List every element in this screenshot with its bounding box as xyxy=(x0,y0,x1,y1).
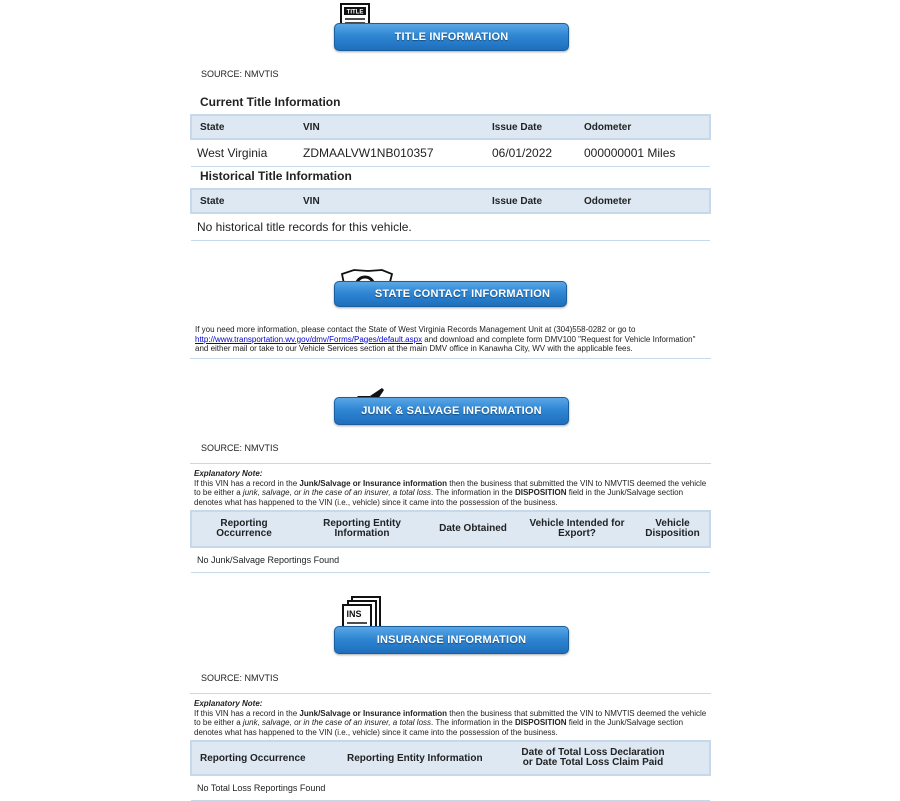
state-contact-text xyxy=(190,325,711,359)
col-state: State xyxy=(191,115,295,139)
insurance-source: SOURCE: NMVTIS xyxy=(201,673,279,683)
junk-source: SOURCE: NMVTIS xyxy=(201,443,279,453)
cell-state: West Virginia xyxy=(191,139,295,167)
cell-odometer: 000000001 Miles xyxy=(576,139,710,167)
col-vehicle-disposition: Vehicle Disposition xyxy=(636,511,710,547)
note-bold: DISPOSITION xyxy=(514,488,567,498)
col-reporting-occurrence: Reporting Occurrence xyxy=(191,511,296,547)
note-italic: junk, salvage, or in the case of an insurer, a total loss xyxy=(242,718,432,728)
col-issue-date: Issue Date xyxy=(484,189,576,213)
col-vin: VIN xyxy=(295,189,484,213)
note-italic: junk, salvage, or in the case of an insurer, a total loss xyxy=(242,488,432,498)
col-date-obtained: Date Obtained xyxy=(428,511,518,547)
historical-title-table xyxy=(190,188,711,241)
svg-text:TITLE: TITLE xyxy=(346,9,364,16)
col-odometer: Odometer xyxy=(576,115,710,139)
junk-salvage-table xyxy=(190,510,711,573)
col-issue-date: Issue Date xyxy=(484,115,576,139)
junk-explanatory-note xyxy=(190,463,711,507)
cell-vin: ZDMAALVW1NB010357 xyxy=(295,139,484,167)
col-reporting-entity: Reporting Entity Information xyxy=(296,511,428,547)
insurance-header-row xyxy=(191,741,710,775)
note-text: . The information in the xyxy=(431,488,515,498)
title-info-banner xyxy=(190,0,711,56)
junk-empty-message: No Junk/Salvage Reportings Found xyxy=(191,547,710,573)
note-text: then the business that submitted the VIN to NMVTIS deemed the vehicle to be either a xyxy=(194,708,707,728)
table-row xyxy=(191,213,710,241)
current-title-header-row xyxy=(191,115,710,139)
note-bold: Junk/Salvage or Insurance information xyxy=(299,708,447,718)
insurance-empty-message: No Total Loss Reportings Found xyxy=(191,775,710,801)
col-state: State xyxy=(191,189,295,213)
current-title-heading: Current Title Information xyxy=(200,95,341,109)
note-label: Explanatory Note: xyxy=(194,469,263,478)
note-text: If this VIN has a record in the xyxy=(194,478,300,488)
note-bold: DISPOSITION xyxy=(514,718,567,728)
col-reporting-occurrence: Reporting Occurrence xyxy=(191,741,339,775)
table-row xyxy=(191,775,710,801)
col-reporting-entity: Reporting Entity Information xyxy=(339,741,509,775)
historical-title-header-row xyxy=(191,189,710,213)
insurance-banner xyxy=(190,596,711,652)
note-text: If this VIN has a record in the xyxy=(194,708,300,718)
note-text: then the business that submitted the VIN to NMVTIS deemed the vehicle to be either a xyxy=(194,478,707,498)
note-bold: Junk/Salvage or Insurance information xyxy=(299,478,447,488)
dmv-forms-link[interactable]: http://www.transportation.wv.gov/dmv/Forms/Pages/default.aspx xyxy=(195,334,423,344)
note-label: Explanatory Note: xyxy=(194,699,263,708)
note-text: field in the Junk/Salvage section denotes what has happened to the VIN (i.e., vehicle) since it came into the possession of the business. xyxy=(194,718,684,737)
table-row xyxy=(191,139,710,167)
title-info-banner-label: TITLE INFORMATION xyxy=(334,23,569,51)
insurance-banner-label: INSURANCE INFORMATION xyxy=(334,626,569,654)
contact-text-before: If you need more information, please contact the State of West Virginia Records Management Unit at (304)558-0282 or go to xyxy=(195,325,636,334)
contact-text-after: and download and complete form DMV100 "Request for Vehicle Information" and either mail or take to our Vehicle Services section at the main DMV office in Kanawha City, WV with the applicable fees. xyxy=(195,334,696,354)
state-contact-banner xyxy=(190,262,711,318)
insurance-explanatory-note xyxy=(190,693,711,737)
junk-salvage-banner xyxy=(190,386,711,442)
title-source: SOURCE: NMVTIS xyxy=(201,69,279,79)
note-text: field in the Junk/Salvage section denotes what has happened to the VIN (i.e., vehicle) since it came into the possession of the business. xyxy=(194,488,684,507)
junk-header-row xyxy=(191,511,710,547)
historical-empty-message: No historical title records for this vehicle. xyxy=(191,213,710,241)
col-odometer: Odometer xyxy=(576,189,710,213)
junk-salvage-banner-label: JUNK & SALVAGE INFORMATION xyxy=(334,397,569,425)
cell-issue-date: 06/01/2022 xyxy=(484,139,576,167)
col-intended-export: Vehicle Intended for Export? xyxy=(518,511,636,547)
table-row xyxy=(191,547,710,573)
col-vin: VIN xyxy=(295,115,484,139)
note-text: . The information in the xyxy=(431,718,515,728)
insurance-table xyxy=(190,740,711,801)
current-title-table xyxy=(190,114,711,167)
historical-title-heading: Historical Title Information xyxy=(200,169,352,183)
state-contact-banner-label: STATE CONTACT INFORMATION xyxy=(334,281,567,307)
col-total-loss-date: Date of Total Loss Declaration or Date Total Loss Claim Paid xyxy=(509,741,710,775)
svg-text:INS: INS xyxy=(346,609,362,619)
